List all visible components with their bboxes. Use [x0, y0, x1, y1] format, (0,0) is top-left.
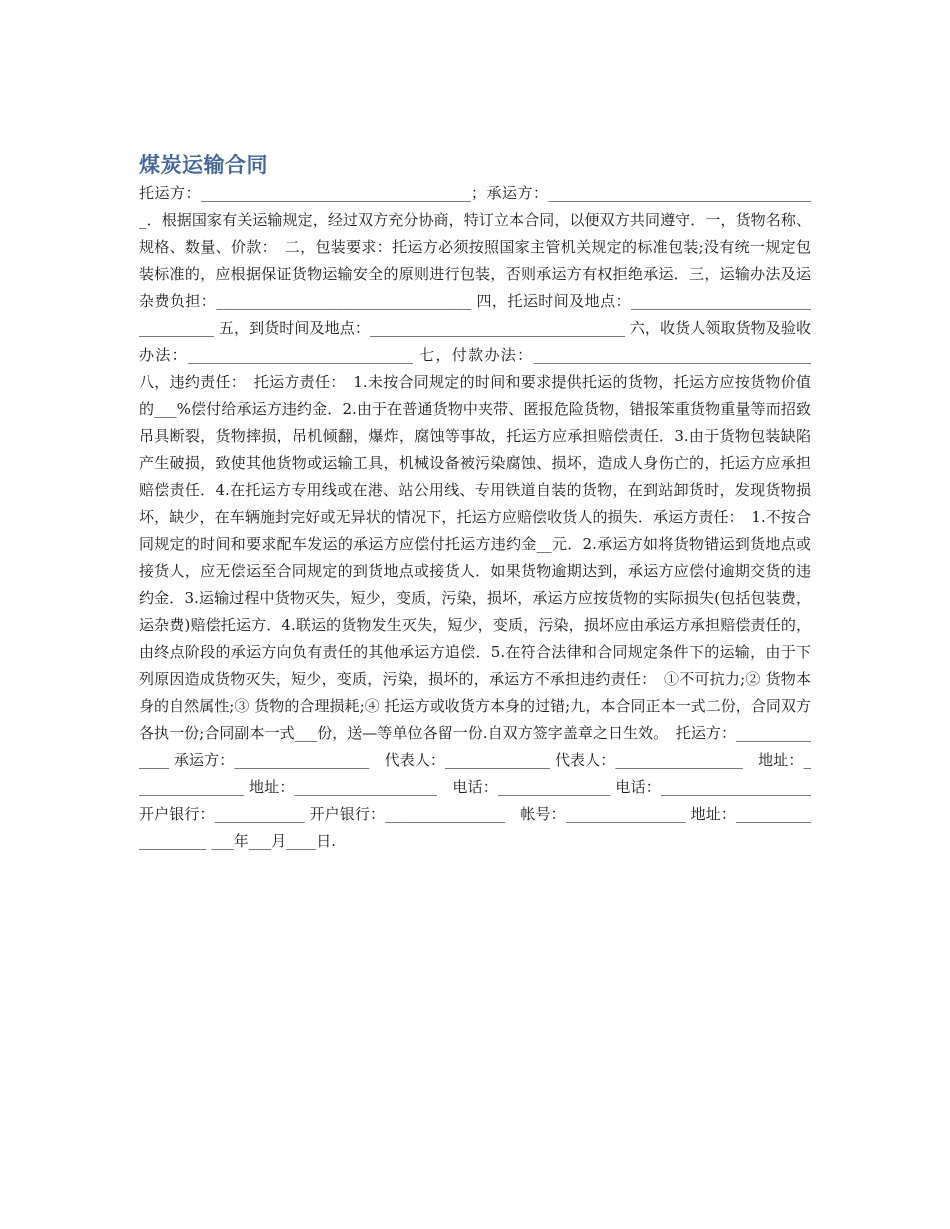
contract-body: 托运方：____________________________________；承运方：____________________________________．根据国家有关运输规定，经过双方充分协商，特订立本合同，以便双方共同遵守．一，货物名称、规格、数量、价款： 二，包装要求：托运方必须按照国家主管机关规定的标准包装;没有统一规定包装标准的，应根据保证货物运输安全的原则进行包装，否则承运方有权拒绝承运．三，运输办法及运杂费负担：__________________________________ 四，托运时间及地点：__________________________________ 五，到货时间及地点：__________________________________ 六，收货人领取货物及验收办法：______________________________ 七，付款办法：_____________________________________ 八，违约责任： 托运方责任： 1.未按合同规定的时间和要求提供托运的货物，托运方应按货物价值的___%偿付给承运方违约金．2.由于在普通货物中夹带、匿报危险货物，错报笨重货物重量等而招致吊具断裂，货物摔损，吊机倾翻，爆炸，腐蚀等事故，托运方应承担赔偿责任．3.由于货物包装缺陷产生破损，致使其他货物或运输工具，机械设备被污染腐蚀、损坏，造成人身伤亡的，托运方应承担赔偿责任．4.在托运方专用线或在港、站公用线、专用铁道自装的货物，在到站卸货时，发现货物损坏，缺少，在车辆施封完好或无异状的情况下，托运方应赔偿收货人的损失．承运方责任： 1.不按合同规定的时间和要求配车发运的承运方应偿付托运方违约金__元．2.承运方如将货物错运到货地点或接货人，应无偿运至合同规定的到货地点或接货人．如果货物逾期达到，承运方应偿付逾期交货的违约金．3.运输过程中货物灭失，短少，变质，污染，损坏，承运方应按货物的实际损失(包括包装费，运杂费)赔偿托运方．4.联运的货物发生灭失，短少，变质，污染，损坏应由承运方承担赔偿责任的，由终点阶段的承运方向负有责任的其他承运方追偿．5.在符合法律和合同规定条件下的运输，由于下列原因造成货物灭失，短少，变质，污染，损坏的，承运方不承担违约责任： ①不可抗力;② 货物本身的自然属性;③ 货物的合理损耗;④ 托运方或收货方本身的过错;九，本合同正本一式二份，合同双方各执一份;合同副本一式___份，送—等单位各留一份.自双方签字盖章之日生效。 托运方：______________ 承运方：__________________ 代表人：______________ 代表人：_________________ 地址：_______________ 地址：___________________ 电话：_______________ 电话：____________________ 开户银行：____________ 开户银行：________________ 帐号：________________ 地址：___________________ ___年___月____日.: [139, 184, 827, 850]
document-title: 煤炭运输合同: [139, 153, 268, 177]
